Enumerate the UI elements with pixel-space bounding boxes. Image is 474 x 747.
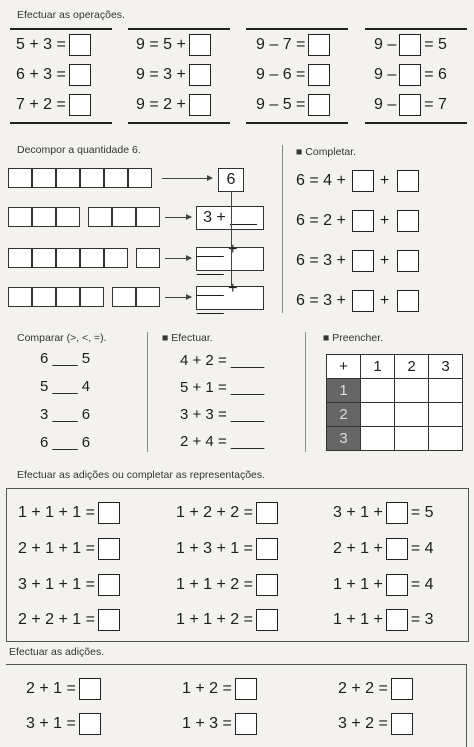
- sum-item: 3 + 1 + = 5: [333, 502, 434, 524]
- row-header: 3: [327, 427, 361, 451]
- sum-item[interactable]: 2 + 4 = ____: [180, 433, 265, 450]
- answer-box[interactable]: [397, 210, 419, 232]
- bar-6-split-second: [136, 248, 160, 268]
- arrow-right-icon: [165, 217, 191, 218]
- bullet-icon: ■: [162, 332, 172, 344]
- sum-item[interactable]: 3 + 3 = ____: [180, 406, 265, 423]
- bar-3-3: [8, 207, 80, 227]
- table-cell[interactable]: [395, 379, 429, 403]
- section-title-compute: ■ Efectuar.: [162, 332, 213, 344]
- decomposition-box[interactable]: ___ + ___: [196, 247, 264, 271]
- answer-box[interactable]: [399, 94, 421, 116]
- answer-box[interactable]: [69, 64, 91, 86]
- answer-box[interactable]: [397, 290, 419, 312]
- sum-item[interactable]: 4 + 2 = ____: [180, 352, 265, 369]
- sum-item: 1 + 1 + = 4: [333, 574, 434, 596]
- table-corner: +: [327, 355, 361, 379]
- compare-item[interactable]: 5 ___ 4: [40, 378, 91, 395]
- sum-item: 2 + 1 =: [26, 678, 104, 700]
- arrow-right-icon: [165, 258, 191, 259]
- operation-item: 7 + 2 =: [16, 94, 94, 116]
- answer-box[interactable]: [235, 713, 257, 735]
- addition-table: [326, 354, 463, 451]
- divider: [10, 122, 112, 124]
- answer-box[interactable]: [399, 64, 421, 86]
- sum-item: 1 + 2 + 2 =: [176, 502, 281, 524]
- bar-6-split-second: [112, 287, 160, 307]
- answer-box[interactable]: [69, 94, 91, 116]
- operation-item: 9 – = 7: [374, 94, 447, 116]
- answer-box[interactable]: [308, 64, 330, 86]
- answer-box[interactable]: [391, 678, 413, 700]
- table-cell[interactable]: [361, 379, 395, 403]
- operation-item: 5 + 3 =: [16, 34, 94, 56]
- sum-item: 3 + 1 + 1 =: [18, 574, 123, 596]
- divider: [466, 664, 467, 747]
- answer-box[interactable]: [308, 94, 330, 116]
- decomposition-box[interactable]: 3 + ___: [196, 206, 264, 230]
- column-header: 2: [395, 355, 429, 379]
- compare-item[interactable]: 3 ___ 6: [40, 406, 91, 423]
- answer-box[interactable]: [79, 678, 101, 700]
- operation-item: 6 + 3 =: [16, 64, 94, 86]
- answer-box[interactable]: [189, 34, 211, 56]
- sum-item: 1 + 1 + 1 =: [18, 502, 123, 524]
- divider: [365, 122, 467, 124]
- answer-box[interactable]: [189, 64, 211, 86]
- arrow-right-icon: [162, 178, 212, 179]
- divider: [10, 28, 112, 30]
- answer-box[interactable]: [391, 713, 413, 735]
- bar-3-3-second: [88, 207, 160, 227]
- answer-box[interactable]: [352, 250, 374, 272]
- sum-item: 1 + 1 + = 3: [333, 609, 434, 631]
- table-cell[interactable]: [361, 427, 395, 451]
- table-cell[interactable]: [429, 403, 463, 427]
- bar-6-split: [8, 287, 104, 307]
- sum-item: 1 + 1 + 2 =: [176, 574, 281, 596]
- divider: [246, 122, 348, 124]
- sum-item[interactable]: 5 + 1 = ____: [180, 379, 265, 396]
- answer-box[interactable]: [98, 538, 120, 560]
- complete-item: 6 = 3 + +: [296, 250, 422, 272]
- decomposition-box[interactable]: ___ + ___: [196, 286, 264, 310]
- complete-item: 6 = 4 + +: [296, 170, 422, 192]
- sum-item: 1 + 1 + 2 =: [176, 609, 281, 631]
- sum-item: 2 + 2 =: [338, 678, 416, 700]
- section-title-compare: Comparar (>, <, =).: [17, 332, 107, 344]
- bar-6: [8, 168, 152, 188]
- answer-box[interactable]: [386, 609, 408, 631]
- section-title-additions: Efectuar as adições.: [9, 646, 105, 658]
- sum-item: 3 + 1 =: [26, 713, 104, 735]
- answer-box[interactable]: [352, 170, 374, 192]
- compare-item[interactable]: 6 ___ 5: [40, 350, 91, 367]
- bullet-icon: ■: [323, 332, 333, 344]
- table-cell[interactable]: [395, 427, 429, 451]
- section-title-complete: ■ Completar.: [296, 146, 357, 158]
- operation-item: 9 – = 5: [374, 34, 447, 56]
- column-header: 3: [429, 355, 463, 379]
- divider: [6, 664, 467, 665]
- column-header: 1: [361, 355, 395, 379]
- section-title-additions-representations: Efectuar as adições ou completar as representações.: [17, 469, 266, 481]
- answer-box[interactable]: [79, 713, 101, 735]
- complete-item: 6 = 3 + +: [296, 290, 422, 312]
- section-title-fill: ■ Preencher.: [323, 332, 384, 344]
- section-title-operations: Efectuar as operações.: [17, 9, 125, 21]
- table-cell[interactable]: [429, 379, 463, 403]
- operation-item: 9 = 5 +: [136, 34, 214, 56]
- answer-box[interactable]: [256, 609, 278, 631]
- divider: [128, 122, 230, 124]
- answer-box[interactable]: [352, 290, 374, 312]
- row-header: 2: [327, 403, 361, 427]
- operation-item: 9 – 6 =: [256, 64, 333, 86]
- divider: [282, 145, 283, 313]
- arrow-right-icon: [165, 297, 191, 298]
- sum-item: 2 + 1 + 1 =: [18, 538, 123, 560]
- divider: [305, 332, 306, 452]
- table-cell[interactable]: [361, 403, 395, 427]
- divider: [246, 28, 348, 30]
- result-box: 6: [218, 168, 244, 192]
- answer-box[interactable]: [386, 502, 408, 524]
- answer-box[interactable]: [397, 170, 419, 192]
- answer-box[interactable]: [235, 678, 257, 700]
- sum-item: 1 + 3 + 1 =: [176, 538, 281, 560]
- divider: [365, 28, 467, 30]
- divider: [128, 28, 230, 30]
- bullet-icon: ■: [296, 146, 306, 158]
- sum-item: 2 + 2 + 1 =: [18, 609, 123, 631]
- answer-box[interactable]: [256, 502, 278, 524]
- answer-box[interactable]: [386, 538, 408, 560]
- section-title-decompose: Decompor a quantidade 6.: [17, 144, 141, 156]
- sum-item: 1 + 2 =: [182, 678, 260, 700]
- answer-box[interactable]: [386, 574, 408, 596]
- answer-box[interactable]: [352, 210, 374, 232]
- answer-box[interactable]: [399, 34, 421, 56]
- answer-box[interactable]: [256, 574, 278, 596]
- operation-item: 9 = 3 +: [136, 64, 214, 86]
- table-cell[interactable]: [429, 427, 463, 451]
- answer-box[interactable]: [98, 574, 120, 596]
- operation-item: 9 – = 6: [374, 64, 447, 86]
- sum-item: 3 + 2 =: [338, 713, 416, 735]
- answer-box[interactable]: [98, 502, 120, 524]
- complete-item: 6 = 2 + +: [296, 210, 422, 232]
- divider: [147, 332, 148, 452]
- operation-item: 9 – 7 =: [256, 34, 333, 56]
- sum-item: 1 + 3 =: [182, 713, 260, 735]
- table-cell[interactable]: [395, 403, 429, 427]
- sum-item: 2 + 1 + = 4: [333, 538, 434, 560]
- operation-item: 9 – 5 =: [256, 94, 333, 116]
- answer-box[interactable]: [69, 34, 91, 56]
- answer-box[interactable]: [397, 250, 419, 272]
- row-header: 1: [327, 379, 361, 403]
- connector-line: [231, 192, 232, 286]
- operation-item: 9 = 2 +: [136, 94, 214, 116]
- answer-box[interactable]: [189, 94, 211, 116]
- answer-box[interactable]: [308, 34, 330, 56]
- answer-box[interactable]: [256, 538, 278, 560]
- answer-box[interactable]: [98, 609, 120, 631]
- bar-6-split: [8, 248, 128, 268]
- compare-item[interactable]: 6 ___ 6: [40, 434, 91, 451]
